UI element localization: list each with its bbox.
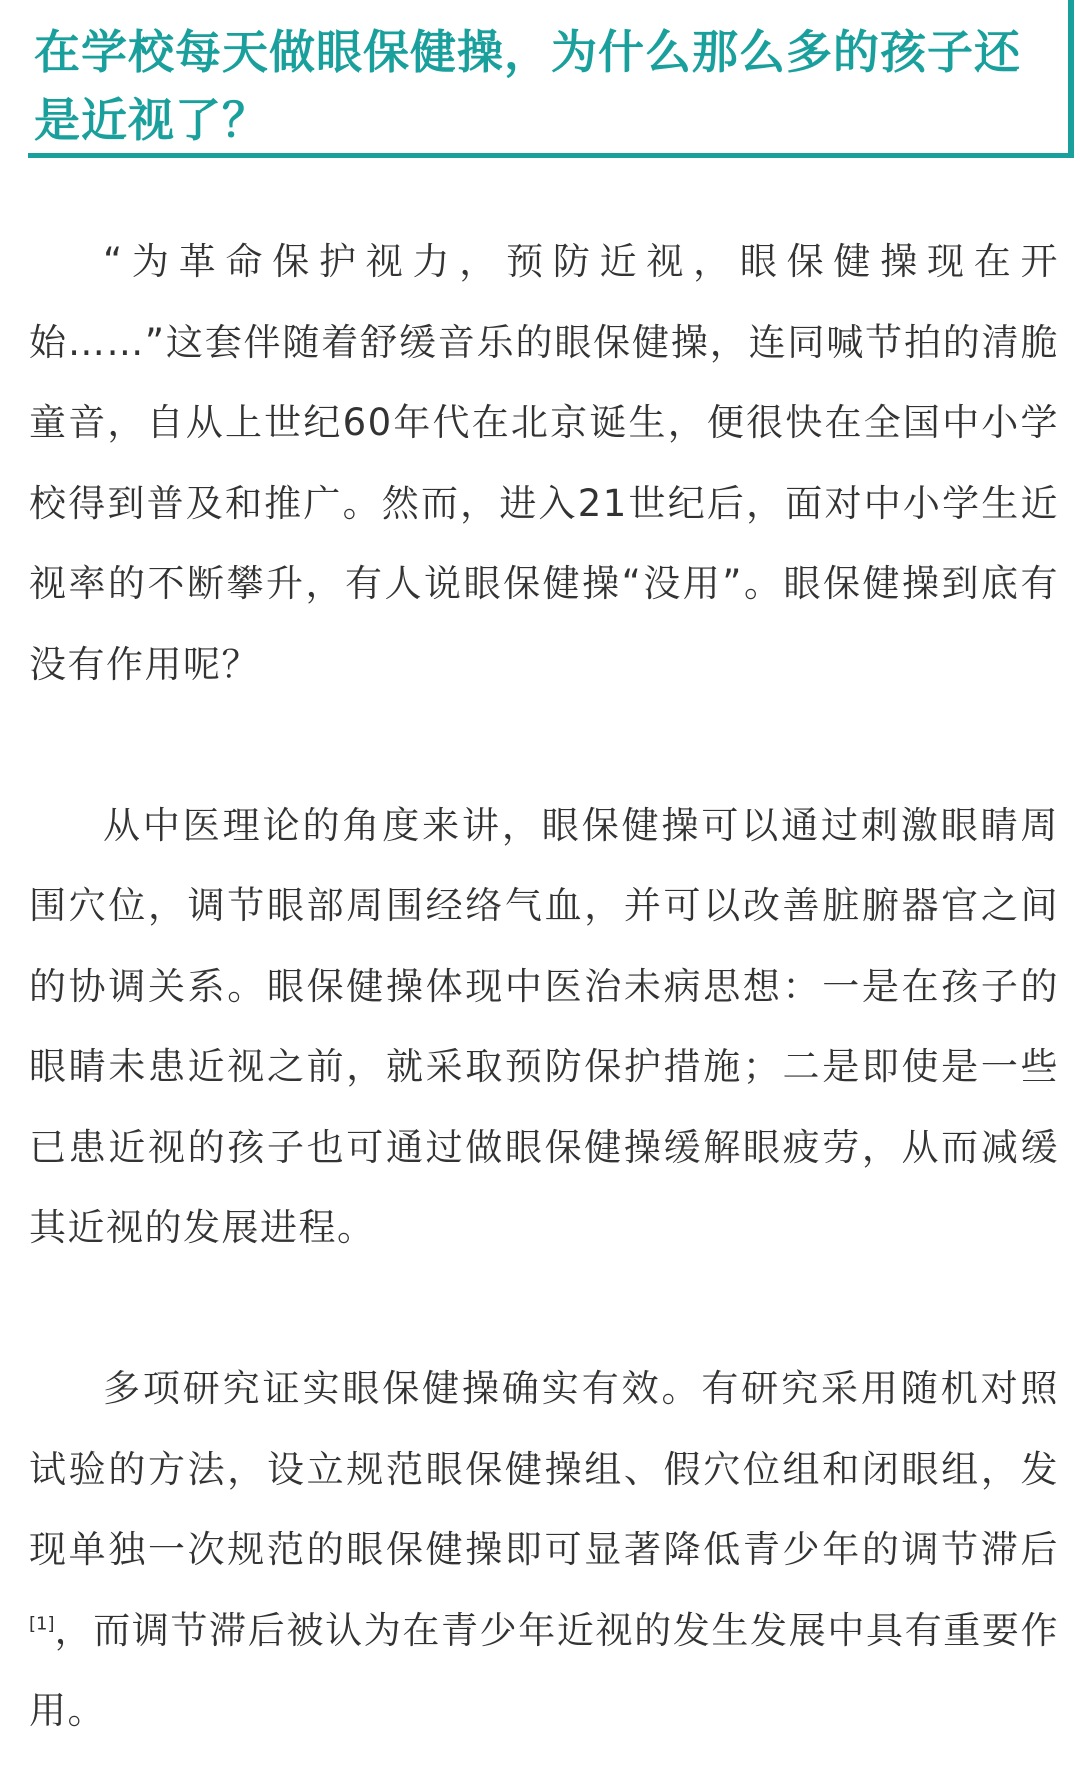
article-title: 在学校每天做眼保健操，为什么那么多的孩子还是近视了？	[34, 25, 1021, 147]
research-text-after-reference: ，而调节滞后被认为在青少年近视的发生发展中具有重要作用。	[29, 1608, 1059, 1732]
article-body	[29, 222, 1059, 1752]
title-box	[28, 0, 1074, 158]
paragraph-intro: “为革命保护视力，预防近视，眼保健操现在开始……”这套伴随着舒缓音乐的眼保健操，连同喊节拍的清脆童音，自从上世纪60年代在北京诞生，便很快在全国中小学校得到普及和推广。然而，进入21世纪后，面对中小学生近视率的不断攀升，有人说眼保健操“没用”。眼保健操到底有没有作用呢？	[29, 240, 1059, 686]
research-text-before-reference: 多项研究证实眼保健操确实有效。有研究采用随机对照试验的方法，设立规范眼保健操组、假穴位组和闭眼组，发现单独一次规范的眼保健操即可显著降低青少年的调节滞后	[29, 1367, 1059, 1571]
paragraph-tcm-theory: 从中医理论的角度来讲，眼保健操可以通过刺激眼睛周围穴位，调节眼部周围经络气血，并可以改善脏腑器官之间的协调关系。眼保健操体现中医治未病思想：一是在孩子的眼睛未患近视之前，就采取预防保护措施；二是即使是一些已患近视的孩子也可通过做眼保健操缓解眼疲劳，从而减缓其近视的发展进程。	[29, 803, 1059, 1249]
reference-marker[interactable]: [1]	[29, 1613, 55, 1635]
paragraph-research	[29, 1349, 1059, 1752]
